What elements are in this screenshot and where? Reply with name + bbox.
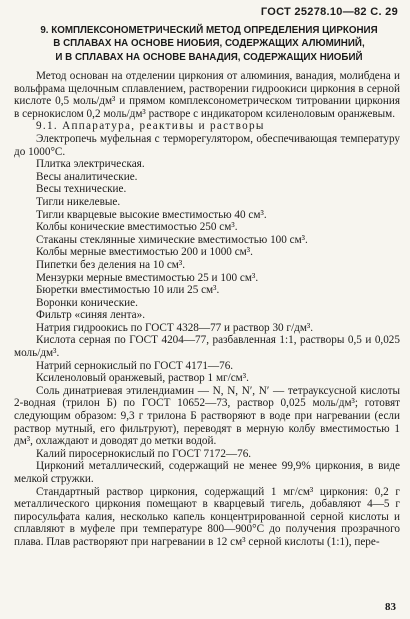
list-item: Пипетки без деления на 10 см³. (36, 258, 186, 271)
list-item: Бюретки вместимостью 10 или 25 см³. (36, 284, 220, 297)
subsection-heading: 9.1. Аппаратура, реактивы и растворы (36, 120, 265, 133)
list-item: Тигли никелевые. (36, 195, 121, 208)
list-item: Электропечь муфельная с терморегулятором, обеспечивающая температуру до 1000°С. (14, 132, 400, 158)
title-line: И В СПЛАВАХ НА ОСНОВЕ ВАНАДИЯ, СОДЕРЖАЩИХ НИОБИЙ (55, 51, 363, 63)
intro-paragraph: Метод основан на отделении циркония от алюминия, ванадия, молибдена и вольфрама щелочным сплавлением, растворении гидроокиси циркония в серной кислоте 0,5 моль/дм³ и прямом комплексонометрическом титровании циркония в сернокислом 0,2 моль/дм³ растворе с индикатором ксиленоловым оранжевым. (14, 70, 400, 120)
list-item: Цирконий металлический, содержащий не менее 99,9% циркония, в виде мелкой стружки. (14, 460, 400, 485)
page-header: ГОСТ 25278.10—82 С. 29 (260, 6, 398, 18)
list-item: Воронки конические. (36, 296, 138, 309)
list-item: Натрий сернокислый по ГОСТ 4171—76. (36, 359, 234, 372)
list-item: Фильтр «синяя лента». (36, 309, 146, 322)
section-title (20, 24, 398, 64)
list-item: Натрия гидроокись по ГОСТ 4328—77 и раствор 30 г/дм³. (36, 321, 314, 334)
list-item: Кислота серная по ГОСТ 4204—77, разбавленная 1:1, растворы 0,5 и 0,025 моль/дм³. (14, 334, 400, 360)
list-item: Калий пиросернокислый по ГОСТ 7172—76. (36, 447, 252, 460)
list-item: Стаканы стеклянные химические вместимостью 100 см³. (36, 233, 308, 246)
list-item: Колбы мерные вместимостью 200 и 1000 см³. (36, 246, 253, 259)
list-item: Соль динатриевая этилендиамин — N, N, N′, N′ — тетрауксусной кислоты 2-водная (трилон Б) по ГОСТ 10652—73, раствор 0,025 моль/дм³; готовят следующим образом: 9,3 г трилона Б растворяют в воде при нагревании (если раствор мутный, его фильтруют), переводят в мерную колбу вместимостью 1 дм³, охлаждают и доводят до метки водой. (14, 384, 400, 448)
list-item: Весы аналитические. (36, 170, 138, 183)
list-item: Мензурки мерные вместимостью 25 и 100 см³. (36, 271, 259, 284)
title-line: 9. КОМПЛЕКСОНОМЕТРИЧЕСКИЙ МЕТОД ОПРЕДЕЛЕНИЯ ЦИРКОНИЯ (40, 25, 378, 36)
list-item: Стандартный раствор циркония, содержащий 1 мг/см³ циркония: 0,2 г металлического циркония помещают в кварцевый тигель, добавляют 4—5 г пиросульфата калия, несколько капель концентрированной серной кислоты и сплавляют в муфеле при температуре 800—900°С до получения прозрачного плава. Плав растворяют при нагревании в 12 см³ серной кислоты (1:1), пере- (14, 485, 400, 548)
list-item: Тигли кварцевые высокие вместимостью 40 см³. (36, 208, 267, 221)
list-item: Ксиленоловый оранжевый, раствор 1 мг/см³. (36, 372, 249, 385)
list-item: Плитка электрическая. (36, 158, 145, 171)
list-item: Весы технические. (36, 183, 127, 196)
document-body (14, 70, 400, 549)
title-line: В СПЛАВАХ НА ОСНОВЕ НИОБИЯ, СОДЕРЖАЩИХ АЛЮМИНИЙ, (53, 38, 365, 50)
page-number: 83 (385, 601, 396, 613)
list-item: Колбы конические вместимостью 250 см³. (36, 221, 238, 234)
